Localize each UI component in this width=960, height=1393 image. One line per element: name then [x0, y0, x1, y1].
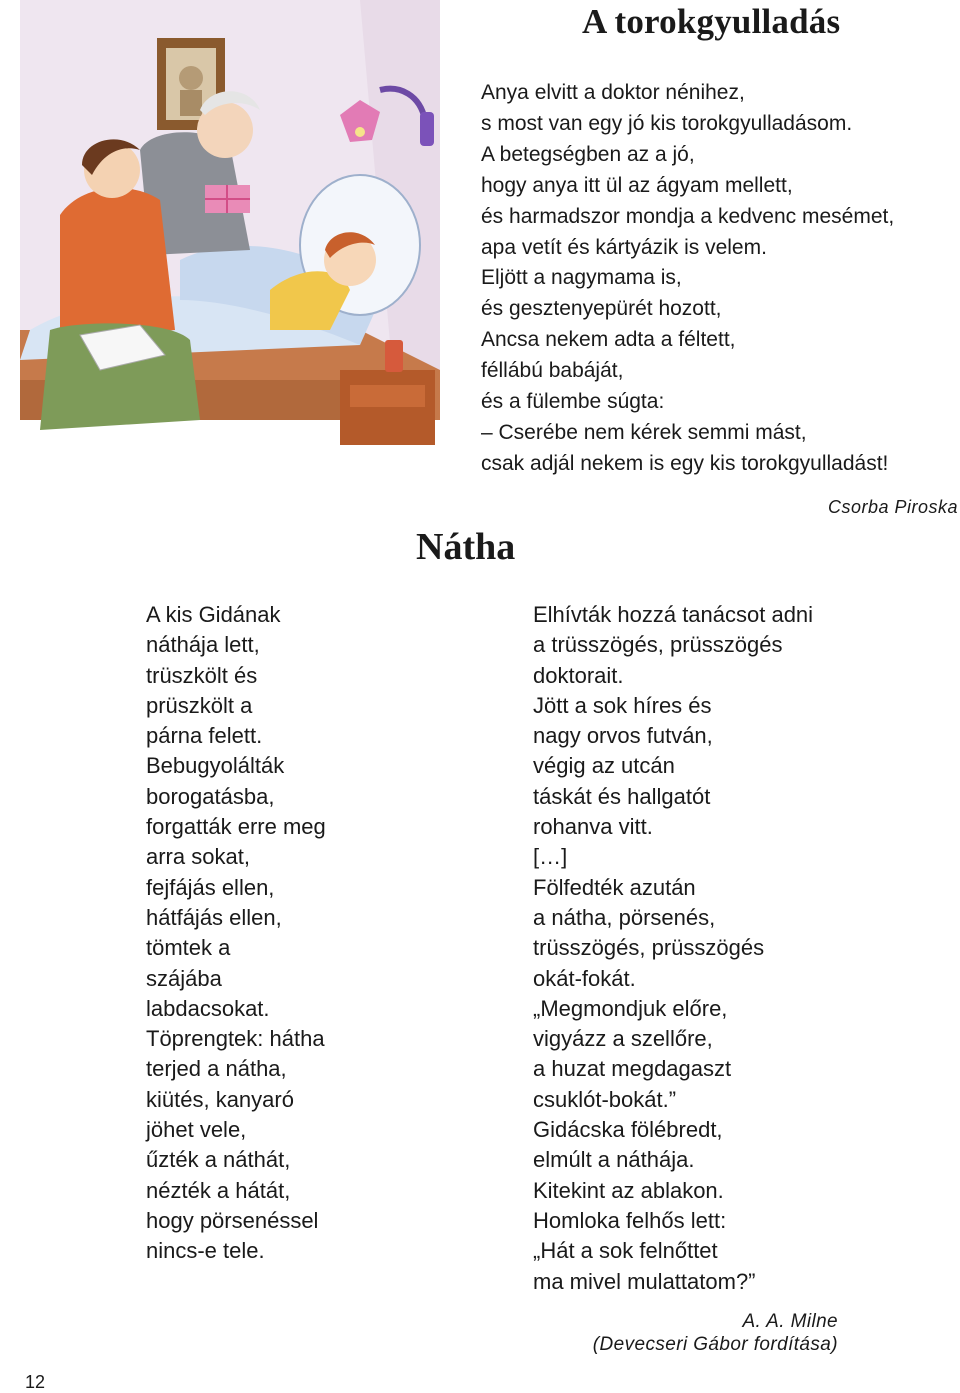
page-number: 12: [25, 1372, 46, 1392]
sickbed-illustration: [0, 0, 450, 460]
poem-line: Elhívták hozzá tanácsot adni: [533, 602, 814, 627]
poem-line: hogy anya itt ül az ágyam mellett,: [481, 173, 793, 197]
poem-line: a trüsszögés, prüsszögés: [533, 632, 783, 658]
poem-line: trüszkölt és: [146, 662, 258, 688]
poem-line: hátfájás ellen,: [146, 904, 282, 930]
poem-line: okát-fokát.: [533, 965, 636, 991]
poem-line: Bebugyolálták: [146, 753, 285, 779]
poem-line: prüszkölt a: [146, 692, 253, 718]
poem-line: s most van egy jó kis torokgyulladásom.: [481, 111, 853, 135]
poem-column-left: [146, 600, 326, 1267]
poem-line: Eljött a nagymama is,: [481, 266, 682, 290]
poem-line: nincs-e tele.: [146, 1238, 265, 1264]
poem-line: és gesztenyepürét hozott,: [481, 297, 722, 321]
poem-line: nagy orvos futván,: [533, 723, 713, 749]
poem-line: náthája lett,: [146, 632, 260, 658]
poem-column-right: [533, 600, 813, 1297]
poem-line: A kis Gidának: [146, 602, 281, 627]
poem-line: jöhet vele,: [146, 1117, 247, 1143]
poem-line: A betegségben az a jó,: [481, 142, 695, 166]
poem-line: és a fülembe súgta:: [481, 390, 665, 414]
poem-line: csuklót-bokát.”: [533, 1086, 677, 1112]
poem-line: táskát és hallgatót: [533, 783, 711, 809]
poem-line: […]: [533, 844, 568, 870]
poem-line: nézték a hátát,: [146, 1177, 291, 1203]
poem-title-natha: Nátha: [416, 526, 516, 568]
poem-line: tömtek a: [146, 935, 231, 961]
poem-line: Jött a sok híres és: [533, 692, 712, 718]
poem-line: trüsszögés, prüsszögés: [533, 935, 765, 961]
poem-line: apa vetít és kártyázik is velem.: [481, 235, 767, 259]
poem-line: párna felett.: [146, 723, 263, 749]
poem-line: kiütés, kanyaró: [146, 1086, 294, 1112]
poem-body-torokgyulladas: [481, 78, 894, 480]
poem-line: csak adjál nekem is egy kis torokgyulladást!: [481, 451, 889, 475]
poem-line: Gidácska fölébredt,: [533, 1117, 723, 1143]
poem-line: labdacsokat.: [146, 995, 270, 1021]
poem-line: Fölfedték azután: [533, 874, 696, 900]
poem-line: borogatásba,: [146, 783, 275, 809]
poem-line: Homloka felhős lett:: [533, 1207, 727, 1233]
poem-line: Ancsa nekem adta a féltett,: [481, 328, 736, 352]
poem-attribution-milne: [580, 1310, 838, 1356]
poem-line: Kitekint az ablakon.: [533, 1177, 724, 1203]
poem-line: a huzat megdagaszt: [533, 1056, 732, 1082]
poem-line: arra sokat,: [146, 844, 250, 870]
poem-line: szájába: [146, 965, 222, 991]
poem-author-csorba: Csorba Piroska: [827, 497, 958, 517]
poem-line: ma mivel mulattatom?”: [533, 1268, 756, 1294]
poem-line: rohanva vitt.: [533, 814, 653, 840]
poem-line: „Hát a sok felnőttet: [533, 1238, 718, 1264]
poem-line: a nátha, pörsenés,: [533, 904, 716, 930]
poem-line: terjed a nátha,: [146, 1056, 287, 1082]
poem-line: fejfájás ellen,: [146, 874, 275, 900]
poem-line: féllábú babáját,: [481, 359, 624, 383]
poem-line: Anya elvitt a doktor nénihez,: [481, 81, 745, 104]
poem-line: – Cserébe nem kérek semmi mást,: [481, 420, 807, 444]
poem-line: és harmadszor mondja a kedvenc mesémet,: [481, 204, 895, 228]
poem-line: forgatták erre meg: [146, 814, 326, 840]
poem-author-milne: A. A. Milne: [742, 1311, 838, 1332]
poem-line: „Megmondjuk előre,: [533, 995, 728, 1021]
poem-line: doktorait.: [533, 662, 624, 688]
poem-line: Töprengtek: hátha: [146, 1026, 325, 1052]
poem-line: űzték a náthát,: [146, 1147, 291, 1173]
poem-line: vigyázz a szellőre,: [533, 1026, 713, 1052]
poem-title-torokgyulladas: A torokgyulladás: [582, 2, 841, 41]
poem-line: végig az utcán: [533, 753, 675, 779]
poem-line: hogy pörsenéssel: [146, 1207, 319, 1233]
poem-line: elmúlt a náthája.: [533, 1147, 695, 1173]
poem-translator: (Devecseri Gábor fordítása): [592, 1334, 838, 1355]
